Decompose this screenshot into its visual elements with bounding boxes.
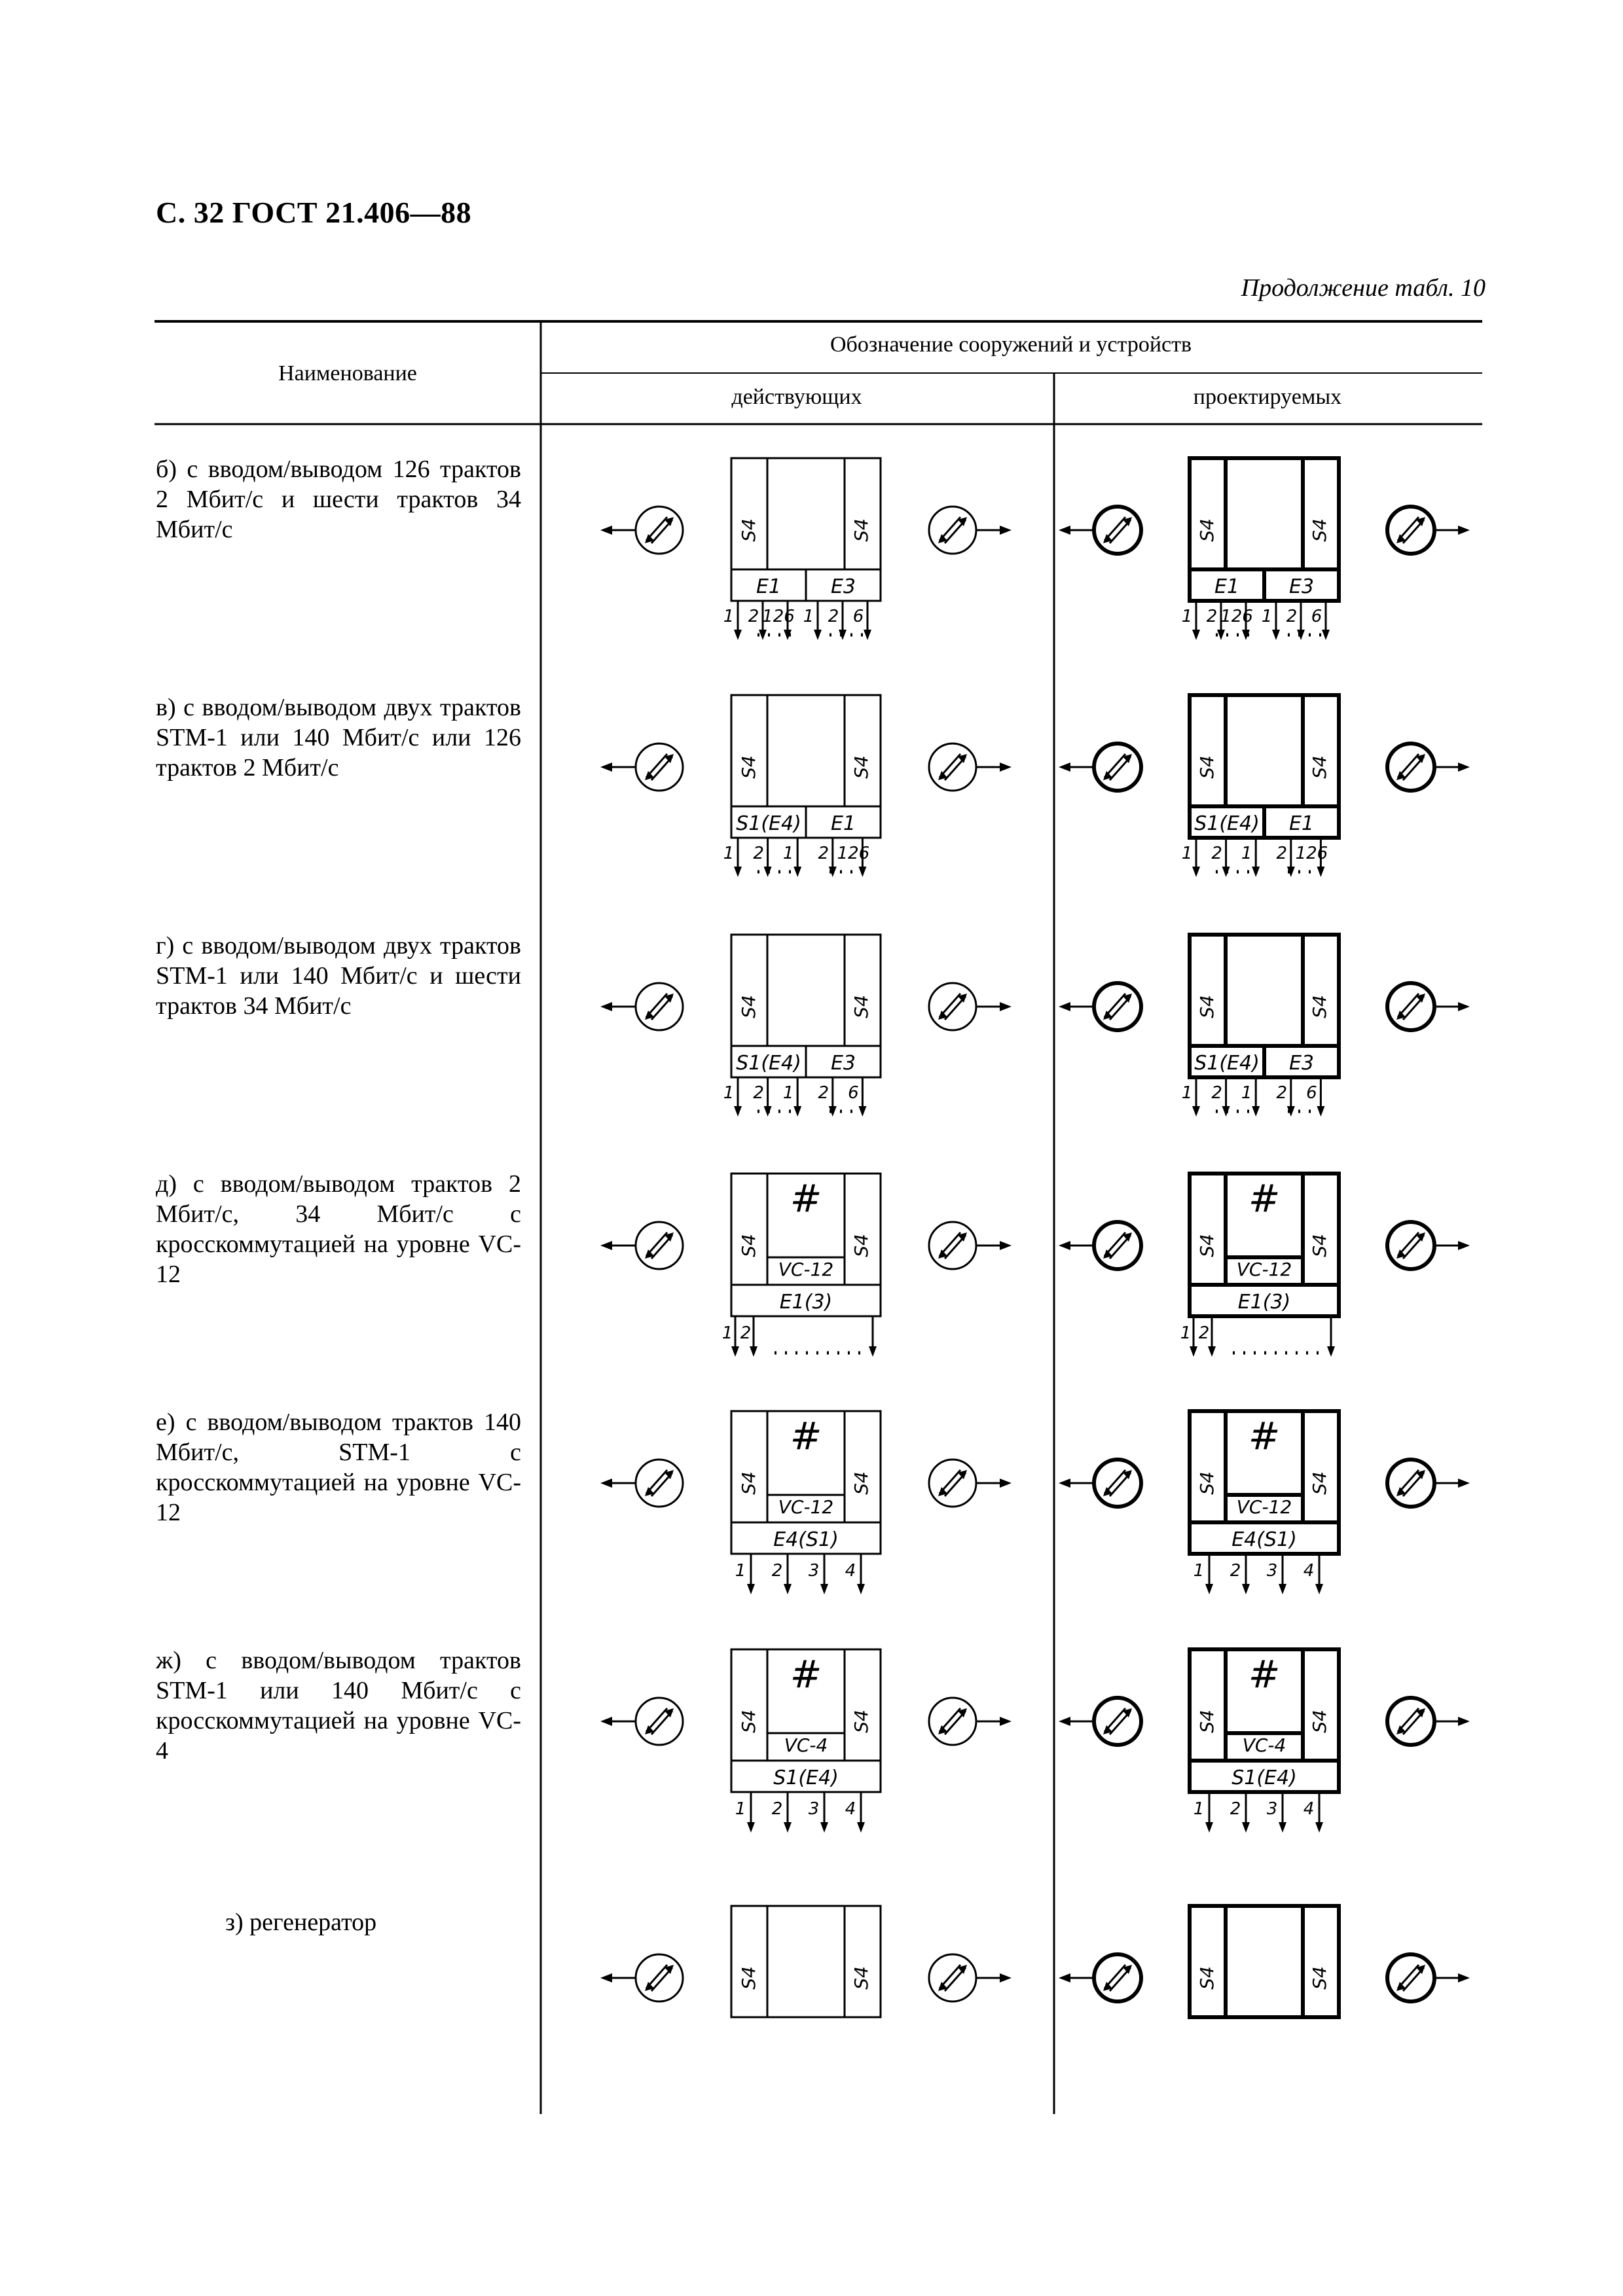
column-header-existing: действующих — [731, 385, 862, 409]
output-label: 2 — [748, 607, 759, 626]
line-terminal-left-icon — [600, 983, 683, 1030]
line-terminal-right-icon — [1387, 507, 1470, 554]
output-arrow — [1192, 838, 1200, 877]
column-header-name: Наименование — [278, 361, 417, 386]
vc-level-label: VC-12 — [778, 1259, 834, 1280]
block-label-right: E1 — [1288, 812, 1315, 835]
node-box — [731, 1906, 881, 2017]
line-terminal-right-icon — [929, 1954, 1012, 2001]
output-arrow — [1315, 1554, 1323, 1594]
output-label: 1 — [782, 844, 794, 863]
row-name-zh: ж) с вводом/выводом трактов STM-1 или 140 Мбит/с с кросскоммутацией на уровне VC-4 — [156, 1647, 521, 1765]
output-arrow — [734, 838, 742, 877]
node-symbol-designed — [1059, 1906, 1470, 2017]
output-label: 1 — [1193, 1561, 1205, 1581]
output-label: 1 — [1241, 844, 1252, 863]
output-arrow — [1322, 601, 1330, 640]
output-arrow — [1242, 1792, 1250, 1833]
node-symbol-existing — [600, 1411, 1012, 1594]
side-label-left: S4 — [1196, 1234, 1218, 1257]
block-label-right: E3 — [1288, 575, 1315, 598]
output-arrow — [1272, 601, 1280, 640]
side-label-left: S4 — [738, 755, 759, 779]
node-box — [1190, 935, 1339, 1046]
line-terminal-right-icon — [1387, 1954, 1470, 2001]
output-label: 1 — [1181, 607, 1193, 626]
output-label: 2 — [1211, 844, 1222, 863]
side-label-right: S4 — [850, 1471, 872, 1495]
column-header-designation: Обозначение сооружений и устройств — [830, 332, 1192, 357]
node-symbol-existing — [600, 1906, 1012, 2017]
crossconnect-icon: # — [1248, 1414, 1281, 1458]
node-symbol-existing — [600, 1174, 1012, 1357]
output-label: 6 — [852, 607, 864, 626]
block-label: E4(S1) — [773, 1528, 839, 1551]
block-label-right: E3 — [830, 1052, 856, 1075]
node-box — [731, 458, 881, 569]
node-symbol-existing — [600, 935, 1012, 1117]
line-terminal-right-icon — [929, 983, 1012, 1030]
block-label-left: E1 — [756, 575, 782, 598]
output-label: 2 — [753, 844, 764, 863]
output-label: 2 — [828, 607, 839, 626]
side-label-left: S4 — [1196, 1710, 1218, 1733]
output-arrow — [1222, 838, 1230, 877]
output-label: 2 — [818, 1083, 830, 1103]
output-arrow — [1315, 1792, 1323, 1833]
node-box — [1190, 695, 1339, 806]
crossconnect-icon: # — [790, 1652, 822, 1696]
crossconnect-icon: # — [1248, 1176, 1281, 1221]
output-label: 2 — [771, 1561, 783, 1581]
output-label: 126 — [1220, 607, 1253, 626]
node-symbol-existing — [600, 458, 1012, 640]
node-box — [731, 935, 881, 1046]
row-name-v: в) с вводом/выводом двух трактов STM-1 или 140 Мбит/с или 126 трактов 2 Мбит/с — [156, 694, 521, 781]
side-label-left: S4 — [738, 1966, 759, 1990]
side-label-left: S4 — [738, 995, 759, 1018]
output-arrow — [857, 1792, 865, 1833]
output-arrow — [793, 1077, 801, 1117]
block-label-right: E3 — [1288, 1052, 1315, 1075]
output-arrow — [784, 1792, 792, 1833]
output-arrow — [1242, 1554, 1250, 1594]
node-box — [1190, 458, 1339, 569]
output-arrow — [839, 601, 847, 640]
vc-level-label: VC-4 — [784, 1734, 828, 1756]
vc-level-label: VC-12 — [778, 1496, 834, 1518]
output-arrow — [820, 1792, 828, 1833]
node-box — [1190, 1906, 1339, 2017]
node-symbol-designed — [1059, 1649, 1470, 1833]
output-arrow — [764, 838, 772, 877]
row-name-d: д) с вводом/выводом трактов 2 Мбит/с, 34 Мбит/с с кросскоммутацией на уровне VC-12 — [156, 1170, 521, 1288]
line-terminal-right-icon — [1387, 744, 1470, 791]
output-arrow — [869, 1316, 877, 1357]
output-label: 6 — [1306, 1083, 1317, 1103]
line-terminal-right-icon — [929, 1460, 1012, 1507]
side-label-left: S4 — [1196, 1966, 1218, 1990]
output-label: 2 — [753, 1083, 764, 1103]
block-label: E4(S1) — [1231, 1528, 1297, 1551]
output-arrow — [1205, 1792, 1213, 1833]
side-label-right: S4 — [850, 1966, 872, 1990]
output-label: 1 — [1181, 844, 1193, 863]
block-label: S1(E4) — [1231, 1767, 1297, 1789]
side-label-right: S4 — [1309, 755, 1330, 779]
output-label: 2 — [1206, 607, 1218, 626]
output-arrow — [764, 1077, 772, 1117]
output-label: 2 — [771, 1799, 783, 1819]
side-label-left: S4 — [1196, 518, 1218, 542]
line-terminal-left-icon — [600, 1460, 683, 1507]
node-symbol-existing — [600, 1649, 1012, 1833]
output-label: 2 — [1276, 844, 1288, 863]
output-label: 6 — [1311, 607, 1322, 626]
side-label-left: S4 — [1196, 755, 1218, 779]
output-label: 1 — [735, 1561, 746, 1581]
side-label-left: S4 — [1196, 1471, 1218, 1495]
line-terminal-right-icon — [1387, 983, 1470, 1030]
output-arrow — [1327, 1316, 1335, 1357]
output-label: 1 — [1181, 1083, 1193, 1103]
crossconnect-icon: # — [790, 1176, 822, 1221]
output-arrow — [747, 1554, 755, 1594]
line-terminal-left-icon — [1059, 1954, 1141, 2001]
line-terminal-right-icon — [1387, 1222, 1470, 1269]
output-label: 1 — [1261, 607, 1273, 626]
side-label-right: S4 — [850, 518, 872, 542]
side-label-left: S4 — [738, 1710, 759, 1733]
side-label-left: S4 — [738, 1471, 759, 1495]
output-label: 2 — [1286, 607, 1298, 626]
output-arrow — [1297, 601, 1305, 640]
output-label: 126 — [762, 607, 795, 626]
line-terminal-right-icon — [929, 744, 1012, 791]
node-symbol-designed — [1059, 1174, 1470, 1357]
output-arrow — [1252, 838, 1260, 877]
output-arrow — [1192, 1077, 1200, 1117]
line-terminal-left-icon — [600, 744, 683, 791]
output-label: 4 — [845, 1799, 856, 1819]
output-arrow — [864, 601, 871, 640]
output-arrow — [1279, 1554, 1286, 1594]
output-label: 1 — [782, 1083, 794, 1103]
output-arrow — [734, 1077, 742, 1117]
side-label-right: S4 — [850, 995, 872, 1018]
output-arrow — [814, 601, 822, 640]
row-name-b: б) с вводом/выводом 126 трактов 2 Мбит/с и шести трактов 34 Мбит/с — [156, 456, 521, 543]
side-label-right: S4 — [850, 1710, 872, 1733]
page-title: С. 32 ГОСТ 21.406—88 — [156, 196, 472, 229]
line-terminal-left-icon — [1059, 983, 1141, 1030]
block-label: S1(E4) — [773, 1767, 839, 1789]
output-arrow — [793, 838, 801, 877]
output-arrow — [784, 1554, 792, 1594]
block-label-left: S1(E4) — [736, 1052, 801, 1075]
side-label-right: S4 — [1309, 1966, 1330, 1990]
side-label-left: S4 — [1196, 995, 1218, 1018]
line-terminal-left-icon — [1059, 507, 1141, 554]
row-name-g: г) с вводом/выводом двух трактов STM-1 или 140 Мбит/с и шести трактов 34 Мбит/с — [156, 932, 521, 1020]
output-label: 1 — [803, 607, 814, 626]
line-terminal-left-icon — [600, 1698, 683, 1745]
output-arrow — [1252, 1077, 1260, 1117]
output-label: 2 — [1230, 1799, 1241, 1819]
output-arrow — [1192, 601, 1200, 640]
line-terminal-right-icon — [1387, 1460, 1470, 1507]
output-label: 3 — [808, 1561, 820, 1581]
output-label: 2 — [740, 1323, 752, 1343]
line-terminal-right-icon — [1387, 1698, 1470, 1745]
line-terminal-left-icon — [1059, 744, 1141, 791]
side-label-left: S4 — [738, 1234, 759, 1257]
output-label: 126 — [837, 844, 870, 863]
vc-level-label: VC-12 — [1236, 1259, 1292, 1280]
output-label: 1 — [721, 1323, 733, 1343]
output-label: 1 — [723, 844, 735, 863]
line-terminal-left-icon — [1059, 1698, 1141, 1745]
side-label-right: S4 — [850, 755, 872, 779]
output-arrow — [747, 1792, 755, 1833]
output-label: 1 — [735, 1799, 746, 1819]
output-label: 6 — [848, 1083, 859, 1103]
line-terminal-left-icon — [1059, 1222, 1141, 1269]
crossconnect-icon: # — [790, 1414, 822, 1458]
side-label-right: S4 — [1309, 1234, 1330, 1257]
output-label: 1 — [1241, 1083, 1252, 1103]
output-label: 4 — [845, 1561, 856, 1581]
line-terminal-right-icon — [929, 1222, 1012, 1269]
output-label: 1 — [1180, 1323, 1192, 1343]
line-terminal-left-icon — [600, 1954, 683, 2001]
row-name-z: з) регенератор — [225, 1909, 377, 1936]
line-terminal-right-icon — [929, 1698, 1012, 1745]
block-label-left: S1(E4) — [1194, 812, 1260, 835]
side-label-right: S4 — [1309, 1471, 1330, 1495]
block-label: E1(3) — [779, 1291, 833, 1314]
line-terminal-left-icon — [1059, 1460, 1141, 1507]
output-label: 1 — [723, 607, 735, 626]
output-label: 2 — [818, 844, 830, 863]
output-label: 2 — [1211, 1083, 1222, 1103]
side-label-right: S4 — [1309, 995, 1330, 1018]
output-label: 2 — [1276, 1083, 1288, 1103]
node-symbol-designed — [1059, 1411, 1470, 1594]
node-symbol-designed — [1059, 935, 1470, 1117]
node-symbol-designed — [1059, 458, 1470, 640]
line-terminal-left-icon — [600, 1222, 683, 1269]
line-terminal-left-icon — [600, 507, 683, 554]
block-label: E1(3) — [1237, 1291, 1291, 1314]
side-label-right: S4 — [1309, 1710, 1330, 1733]
vc-level-label: VC-12 — [1236, 1496, 1292, 1518]
node-box — [731, 695, 881, 806]
output-label: 2 — [1230, 1561, 1241, 1581]
output-arrow — [734, 601, 742, 640]
output-arrow — [857, 1554, 865, 1594]
vc-level-label: VC-4 — [1242, 1734, 1286, 1756]
crossconnect-icon: # — [1248, 1652, 1281, 1696]
block-label-left: E1 — [1214, 575, 1240, 598]
block-label-left: S1(E4) — [1194, 1052, 1260, 1075]
output-label: 3 — [1266, 1561, 1278, 1581]
row-name-e: е) с вводом/выводом трактов 140 Мбит/с, STM-1 с кросскоммутацией на уровне VC-12 — [156, 1408, 521, 1526]
output-label: 3 — [808, 1799, 820, 1819]
output-label: 4 — [1303, 1799, 1315, 1819]
output-arrow — [1279, 1792, 1286, 1833]
output-label: 2 — [1198, 1323, 1210, 1343]
node-symbol-existing — [600, 695, 1012, 877]
output-arrow — [1205, 1554, 1213, 1594]
side-label-right: S4 — [1309, 518, 1330, 542]
node-symbol-designed — [1059, 695, 1470, 877]
table-continuation-note: Продолжение табл. 10 — [1241, 274, 1486, 302]
block-label-right: E1 — [830, 812, 856, 835]
output-label: 1 — [723, 1083, 735, 1103]
output-label: 1 — [1193, 1799, 1205, 1819]
output-label: 3 — [1266, 1799, 1278, 1819]
block-label-right: E3 — [830, 575, 856, 598]
output-arrow — [1222, 1077, 1230, 1117]
block-label-left: S1(E4) — [736, 812, 801, 835]
side-label-right: S4 — [850, 1234, 872, 1257]
output-label: 4 — [1303, 1561, 1315, 1581]
side-label-left: S4 — [738, 518, 759, 542]
column-header-designed: проектируемых — [1193, 385, 1342, 409]
output-label: 126 — [1295, 844, 1328, 863]
output-arrow — [820, 1554, 828, 1594]
line-terminal-right-icon — [929, 507, 1012, 554]
